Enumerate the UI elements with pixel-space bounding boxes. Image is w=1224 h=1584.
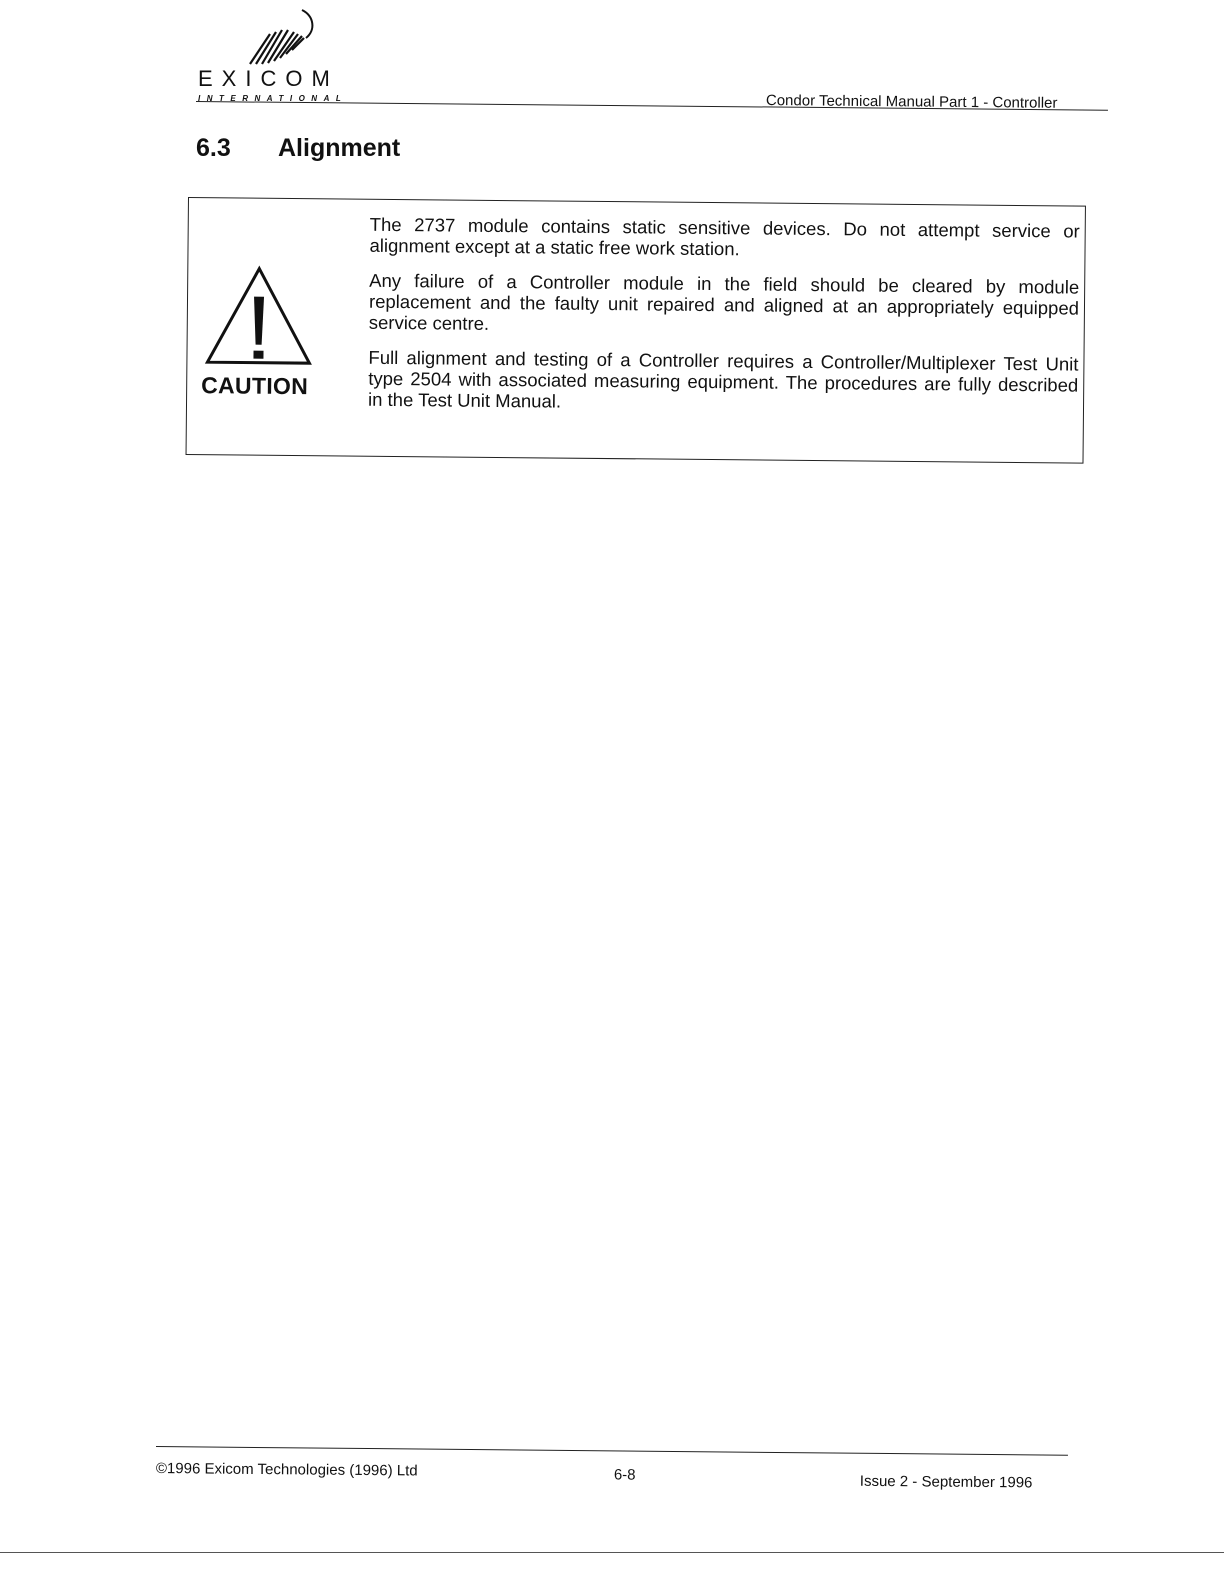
section-number: 6.3 [196, 134, 231, 162]
logo-wordmark: EXICOM [198, 66, 339, 91]
exicom-logo [196, 6, 356, 102]
caution-text [368, 214, 1080, 431]
caution-label: CAUTION [201, 372, 309, 400]
logo-subtitle: INTERNATIONAL [198, 94, 348, 103]
scan-edge-line [0, 1552, 1224, 1553]
exicom-logo-mark-icon [240, 6, 320, 68]
footer-divider [156, 1446, 1068, 1456]
footer [156, 1460, 1068, 1493]
caution-box [186, 197, 1086, 464]
section-title: Alignment [278, 134, 401, 162]
caution-paragraph: Any failure of a Controller module in the field should be cleared by module replacement and the faulty unit repaired and aligned at an appropriately equipped service centre. [368, 269, 1080, 334]
caution-paragraph: Full alignment and testing of a Controller requires a Controller/Multiplexer Test Unit type 2504 with associated measuring equipment. The procedures are fully described in the Test Unit Manual. [367, 346, 1079, 412]
caution-paragraph: The 2737 module contains static sensitive devices. Do not attempt service or alignment except at a static free work station. [369, 213, 1080, 260]
manual-title: Condor Technical Manual Part 1 - Controller [765, 92, 1058, 112]
section-heading [196, 134, 400, 163]
warning-triangle-icon [203, 264, 314, 369]
footer-page-number: 6-8 [613, 1466, 636, 1484]
footer-issue: Issue 2 - September 1996 [859, 1472, 1033, 1492]
footer-copyright: ©1996 Exicom Technologies (1996) Ltd [155, 1460, 418, 1480]
